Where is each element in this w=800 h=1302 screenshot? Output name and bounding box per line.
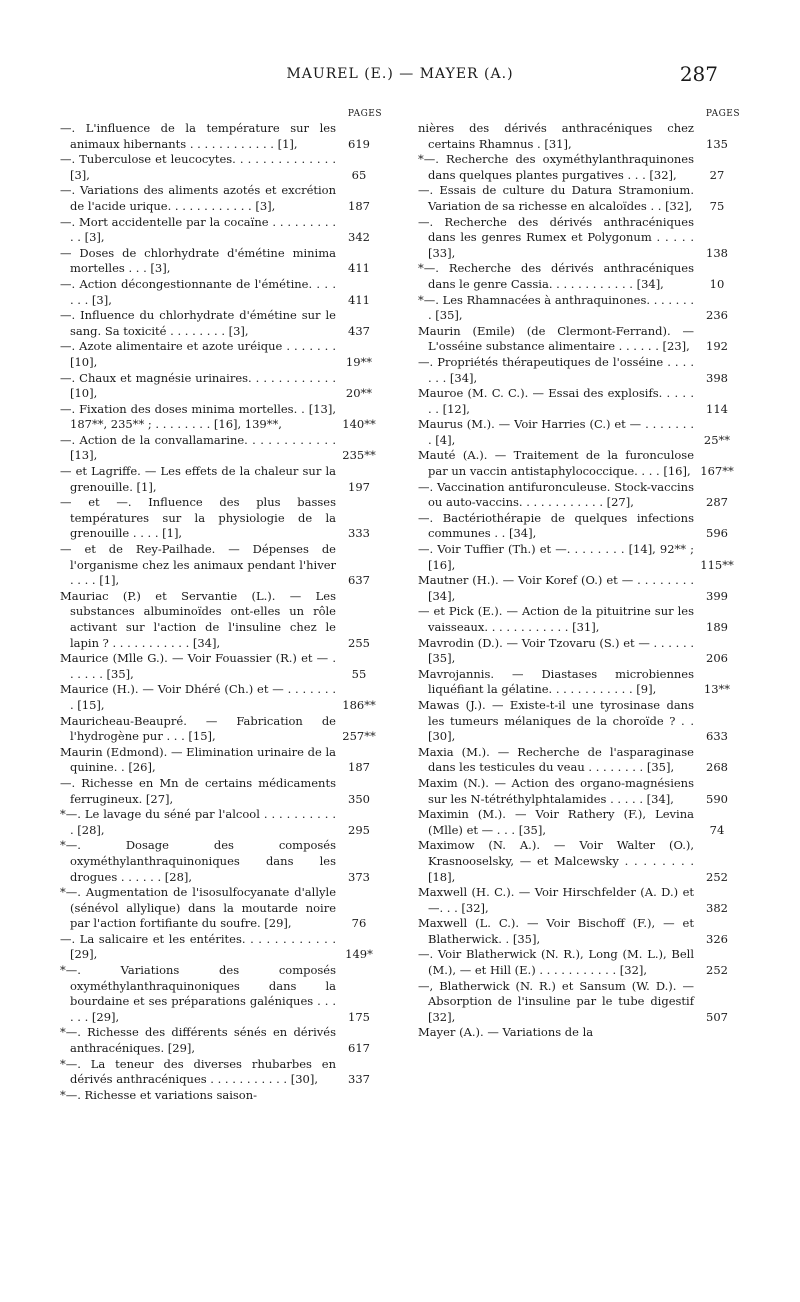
index-entry (418, 807, 740, 838)
index-entry (418, 448, 740, 479)
entry-page-number: 399 (706, 588, 728, 603)
index-entry (418, 667, 740, 698)
entry-text: Mavrojannis. — Diastases microbiennes liquéfiant la gélatine. . . . . . . . . . . . [9], (418, 666, 694, 697)
index-entry (418, 417, 740, 448)
entry-text: *—. Variations des composés oxyméthylanthraquinoniques dans la bourdaine et ses préparations galéniques . . . . . . [29], (60, 963, 336, 1024)
index-entry (60, 1057, 382, 1088)
entry-text: —. Bactériothérapie de quelques infections communes . . [34], (418, 510, 694, 541)
index-entry (60, 433, 382, 464)
entry-text: — et de Rey-Pailhade. — Dépenses de l'organisme chez les animaux pendant l'hiver . . . . [1], (60, 542, 336, 588)
entry-text: Mawas (J.). — Existe-t-il une tyrosinase dans les tumeurs mélaniques de la choroïde ? . . [30], (418, 697, 694, 744)
index-entry (60, 589, 382, 651)
entry-page-number: 65 (351, 167, 367, 182)
entry-text: *—. Dosage des composés oxyméthylanthraquinoniques dans les drogues . . . . . . [28], (60, 838, 336, 884)
entry-page-number: 19** (345, 354, 373, 369)
index-entry (418, 324, 740, 355)
entry-text: —. Azote alimentaire et azote uréique . . . . . . . [10], (60, 339, 336, 369)
entry-page-number: 373 (348, 869, 370, 884)
index-entry (418, 698, 740, 745)
entry-page-number: 27 (709, 167, 725, 182)
index-entry (418, 293, 740, 324)
index-entry (60, 714, 382, 745)
entry-page-number: 295 (348, 822, 370, 837)
entry-page-number: 206 (706, 651, 728, 666)
index-entry (60, 246, 382, 277)
index-entry (418, 745, 740, 776)
entry-text: —. Tuberculose et leucocytes. . . . . . . . . . . . . . [3], (60, 152, 336, 182)
index-entry (60, 838, 382, 885)
index-entry (418, 979, 740, 1026)
running-head: MAUREL (E.) — MAYER (A.) (286, 66, 514, 82)
entry-text: *—. Le lavage du séné par l'alcool . . . . . . . . . . . [28], (60, 807, 336, 837)
entry-text: — et —. Influence des plus basses températures sur la physiologie de la grenouille . . . . [1], (60, 495, 336, 541)
entry-page-number: 189 (706, 620, 728, 634)
index-entry (418, 152, 740, 183)
entry-page-number: 197 (348, 479, 370, 494)
entry-text: —. Mort accidentelle par la cocaïne . . . . . . . . . . . [3], (60, 214, 336, 245)
entry-text: Maximin (M.). — Voir Rathery (F.), Levina (Mlle) et — . . . [35], (418, 807, 694, 837)
entry-page-number: 167** (700, 464, 734, 479)
entry-text: Mayer (A.). — Variations de la (418, 1025, 594, 1040)
entry-text: *—. Richesse des différents sénés en dérivés anthracéniques. [29], (60, 1025, 336, 1056)
index-entry (60, 308, 382, 339)
index-entry (60, 402, 382, 433)
entry-text: *—. Les Rhamnacées à anthraquinones. . . . . . . . [35], (418, 292, 694, 323)
index-entry (60, 682, 382, 713)
index-entry (60, 542, 382, 589)
index-entry (60, 932, 382, 963)
entry-page-number: 20** (345, 386, 373, 401)
page-number: 287 (679, 62, 718, 86)
entry-text: *—. La teneur des diverses rhubarbes en dérivés anthracéniques . . . . . . . . . . . [30], (60, 1056, 336, 1087)
left-column (60, 107, 382, 1103)
entry-text: Maurice (Mlle G.). — Voir Fouassier (R.) et — . . . . . . [35], (60, 651, 336, 681)
entry-text: Maxwell (L. C.). — Voir Bischoff (F.), — et Blatherwick. . [35], (418, 916, 694, 946)
entry-page-number: 619 (348, 136, 370, 151)
entry-text: Maxim (N.). — Action des organo-magnésiens sur les N-tétréthylphtalamides . . . . . [34], (418, 775, 694, 806)
entry-page-number: 236 (706, 308, 728, 323)
entry-page-number: 115** (700, 557, 734, 572)
entry-text: — et Pick (E.). — Action de la pituitrine sur les vaisseaux. . . . . . . . . . . . [31], (418, 604, 694, 634)
entry-page-number: 252 (706, 963, 728, 978)
entry-page-number: 382 (706, 900, 728, 915)
entry-text: —. L'influence de la température sur les animaux hibernants . . . . . . . . . . . . [1], (60, 121, 336, 151)
index-entry (418, 183, 740, 214)
index-entry (60, 963, 382, 1025)
entry-page-number: 175 (348, 1009, 370, 1024)
entry-page-number: 257** (342, 729, 376, 744)
entry-page-number: 637 (348, 573, 370, 588)
entry-page-number: 617 (348, 1041, 370, 1056)
entry-text: Maurus (M.). — Voir Harries (C.) et — . . . . . . . . [4], (418, 417, 694, 447)
index-entry (60, 339, 382, 370)
entry-text: Maurin (Emile) (de Clermont-Ferrand). — L'osséine substance alimentaire . . . . . . [23], (418, 323, 694, 354)
index-entry (418, 386, 740, 417)
index-entry (418, 838, 740, 885)
entry-page-number: 350 (348, 791, 370, 806)
index-entry (60, 371, 382, 402)
entry-page-number: 55 (351, 666, 367, 681)
entry-text: —. Action de la convallamarine. . . . . . . . . . . . [13], (60, 432, 336, 463)
entry-text: Maurice (H.). — Voir Dhéré (Ch.) et — . . . . . . . . [15], (60, 682, 336, 712)
entry-text: —, Blatherwick (N. R.) et Sansum (W. D.). — Absorption de l'insuline par le tube digestif [32], (418, 978, 694, 1024)
entry-page-number: 411 (348, 261, 370, 276)
index-entry (418, 261, 740, 292)
index-entry (60, 1088, 382, 1104)
entry-page-number: 333 (348, 526, 370, 541)
entry-text: Mauriac (P.) et Servantie (L.). — Les substances albuminoïdes ont-elles un rôle activant sur l'action de l'insuline chez le lapin ? . . . . . . . . . . . [34], (60, 588, 336, 650)
entry-text: —. Richesse en Mn de certains médicaments ferrugineux. [27], (60, 775, 336, 806)
entry-text: Mauroe (M. C. C.). — Essai des explosifs. . . . . . . [12], (418, 386, 694, 416)
index-entry (418, 776, 740, 807)
index-entry (418, 916, 740, 947)
entry-page-number: 114 (706, 401, 728, 416)
entry-page-number: 75 (709, 198, 725, 213)
index-entry (418, 511, 740, 542)
entry-text: — Doses de chlorhydrate d'émétine minima mortelles . . . [3], (60, 245, 336, 276)
entry-page-number: 138 (706, 245, 728, 260)
index-entry (60, 745, 382, 776)
index-entry (60, 121, 382, 152)
entry-page-number: 411 (348, 292, 370, 307)
column-header-pages: PAGES (347, 109, 382, 119)
index-entry (60, 183, 382, 214)
entry-page-number: 74 (709, 822, 725, 837)
entry-page-number: 25** (703, 432, 731, 447)
entry-page-number: 140** (342, 417, 376, 432)
entry-page-number: 287 (706, 495, 728, 510)
entry-text: *—. Richesse et variations saison- (60, 1087, 258, 1102)
entry-page-number: 135 (706, 136, 728, 151)
entry-list (418, 121, 740, 1041)
entry-page-number: 596 (706, 526, 728, 541)
index-entry (418, 947, 740, 978)
entry-text: —. Action décongestionnante de l'émétine. . . . . . . [3], (60, 276, 336, 307)
entry-text: Maurin (Edmond). — Elimination urinaire de la quinine. . [26], (60, 744, 336, 775)
entry-page-number: 187 (348, 198, 370, 213)
index-entry (60, 215, 382, 246)
entry-page-number: 192 (706, 339, 728, 354)
index-entry (418, 885, 740, 916)
entry-page-number: 342 (348, 230, 370, 245)
entry-text: Mauricheau-Beaupré. — Fabrication de l'hydrogène pur . . . [15], (60, 713, 336, 744)
entry-page-number: 149* (345, 947, 373, 962)
page-header (0, 62, 800, 92)
entry-text: Mavrodin (D.). — Voir Tzovaru (S.) et — . . . . . . [35], (418, 635, 694, 666)
entry-page-number: 252 (706, 869, 728, 884)
entry-text: —. Variations des aliments azotés et excrétion de l'acide urique. . . . . . . . . . . . [3], (60, 183, 336, 213)
index-entry (418, 636, 740, 667)
entry-text: Maxia (M.). — Recherche de l'asparaginase dans les testicules du veau . . . . . . . . [35], (418, 744, 694, 775)
entry-page-number: 590 (706, 791, 728, 806)
index-entry (418, 542, 740, 573)
entry-page-number: 633 (706, 729, 728, 744)
entry-text: —. Voir Blatherwick (N. R.), Long (M. L.), Bell (M.), — et Hill (E.) . . . . . . . . . . . [32], (418, 947, 694, 978)
column-header-pages: PAGES (705, 109, 740, 119)
entry-text: nières des dérivés anthracéniques chez certains Rhamnus . [31], (418, 121, 694, 151)
index-entry (418, 215, 740, 262)
entry-text: *—. Recherche des oxyméthylanthraquinones dans quelques plantes purgatives . . . [32], (418, 152, 694, 182)
index-entry (60, 807, 382, 838)
index-entry (60, 651, 382, 682)
entry-text: —. Fixation des doses minima mortelles. . [13], 187**, 235** ; . . . . . . . . [16], 139**, (60, 401, 336, 432)
index-entry (60, 495, 382, 542)
index-entry (60, 1025, 382, 1056)
entry-text: —. Vaccination antifuronculeuse. Stock-vaccins ou auto-vaccins. . . . . . . . . . . . [27], (418, 479, 694, 510)
entry-text: —. Chaux et magnésie urinaires. . . . . . . . . . . . [10], (60, 370, 336, 401)
entry-text: —. Voir Tuffier (Th.) et —. . . . . . . . [14], 92** ; [16], (418, 542, 694, 572)
index-entry (418, 1025, 740, 1041)
entry-text: Maximow (N. A.). — Voir Walter (O.), Krasnooselsky, — et Malcewsky . . . . . . . . [18], (418, 838, 694, 884)
entry-page-number: 326 (706, 931, 728, 946)
entry-page-number: 235** (342, 448, 376, 463)
entry-page-number: 76 (351, 916, 367, 931)
entry-page-number: 507 (706, 1009, 728, 1024)
entry-page-number: 187 (348, 760, 370, 775)
entry-text: Mauté (A.). — Traitement de la furonculose par un vaccin antistaphylococcique. . . . [16], (418, 448, 694, 479)
index-entry (418, 604, 740, 635)
right-column (418, 107, 740, 1041)
entry-page-number: 10 (709, 276, 725, 291)
index-entry (60, 464, 382, 495)
entry-page-number: 186** (342, 697, 376, 712)
index-entry (60, 152, 382, 183)
entry-text: —. Influence du chlorhydrate d'émétine sur le sang. Sa toxicité . . . . . . . . [3], (60, 308, 336, 338)
index-entry (60, 277, 382, 308)
entry-text: —. La salicaire et les entérites. . . . . . . . . . . . [29], (60, 931, 336, 962)
entry-text: *—. Recherche des dérivés anthracéniques dans le genre Cassia. . . . . . . . . . . . [34], (418, 261, 694, 291)
index-entry (60, 776, 382, 807)
index-entry (418, 355, 740, 386)
entry-text: — et Lagriffe. — Les effets de la chaleur sur la grenouille. [1], (60, 464, 336, 494)
entry-text: Maxwell (H. C.). — Voir Hirschfelder (A. D.) et —. . . [32], (418, 885, 694, 915)
entry-page-number: 13** (703, 682, 731, 697)
entry-page-number: 437 (348, 323, 370, 338)
entry-page-number: 337 (348, 1072, 370, 1087)
index-entry (60, 885, 382, 932)
entry-text: —. Recherche des dérivés anthracéniques dans les genres Rumex et Polygonum . . . . . [33], (418, 214, 694, 260)
entry-page-number: 268 (706, 760, 728, 775)
entry-text: —. Propriétés thérapeutiques de l'osséine . . . . . . . [34], (418, 354, 694, 385)
entry-page-number: 255 (348, 635, 370, 650)
index-entry (418, 573, 740, 604)
entry-text: Mautner (H.). — Voir Koref (O.) et — . . . . . . . . [34], (418, 573, 694, 603)
entry-page-number: 398 (706, 370, 728, 385)
entry-text: *—. Augmentation de l'isosulfocyanate d'allyle (sénévol allylique) dans la moutarde noire par l'action fortifiante du soufre. [29], (60, 885, 336, 931)
entry-list (60, 121, 382, 1103)
entry-text: —. Essais de culture du Datura Stramonium. Variation de sa richesse en alcaloïdes . . [32], (418, 183, 694, 213)
index-entry (418, 121, 740, 152)
index-entry (418, 480, 740, 511)
